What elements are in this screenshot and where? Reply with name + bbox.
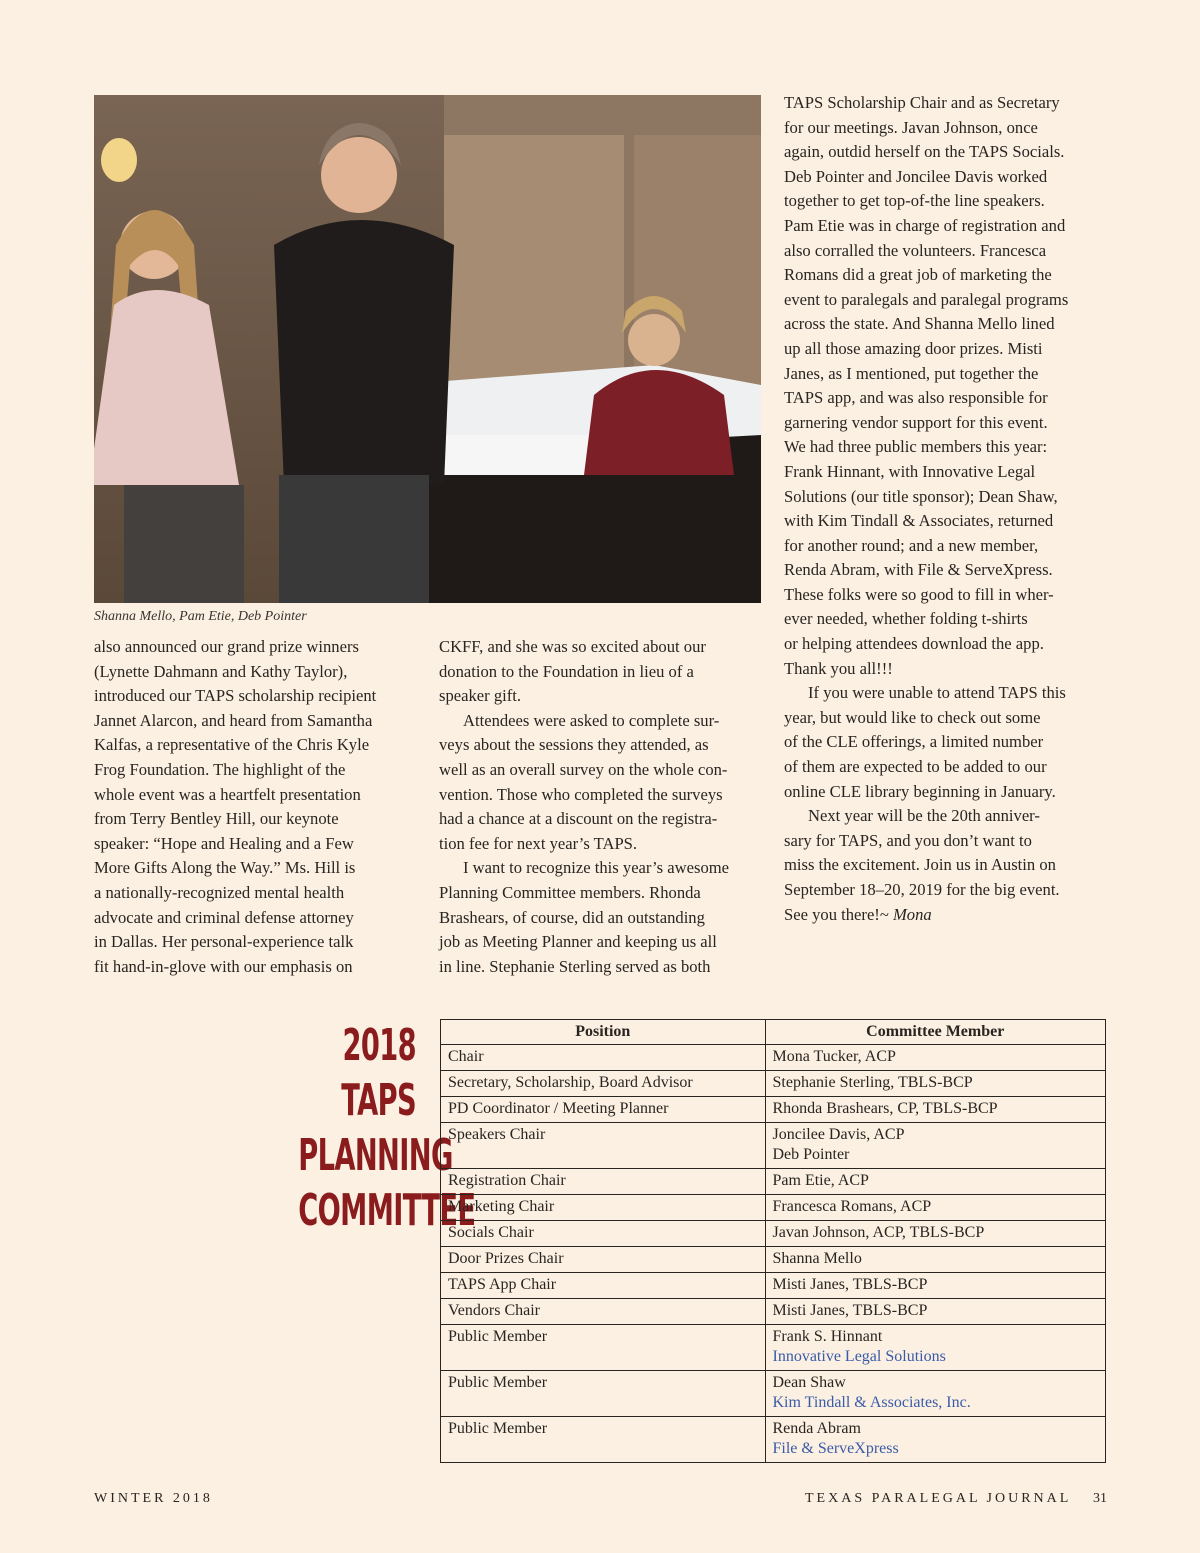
text-line: Thank you all!!! xyxy=(784,658,893,678)
table-header-row xyxy=(441,1020,1106,1045)
page-number: 31 xyxy=(1093,1491,1107,1506)
member-cell xyxy=(765,1417,1106,1463)
text-line: job as Meeting Planner and keeping us all xyxy=(439,932,717,952)
position-cell: Registration Chair xyxy=(441,1169,766,1195)
article-column-1 xyxy=(94,635,416,979)
text-line: from Terry Bentley Hill, our keynote xyxy=(94,809,339,829)
text-line: garnering vendor support for this event. xyxy=(784,412,1048,432)
member-cell xyxy=(765,1123,1106,1169)
text-line: for another round; and a new member, xyxy=(784,535,1039,555)
position-cell: Chair xyxy=(441,1045,766,1071)
text-line: ever needed, whether folding t-shirts xyxy=(784,609,1028,629)
text-line: CKFF, and she was so excited about our xyxy=(439,637,706,656)
committee-table xyxy=(440,1019,1106,1463)
text-line: Planning Committee members. Rhonda xyxy=(439,882,701,902)
text-line: Deb Pointer and Joncilee Davis worked xyxy=(784,166,1048,186)
table-row xyxy=(441,1221,1106,1247)
member-name: Frank S. Hinnant xyxy=(772,1328,883,1345)
paragraph xyxy=(94,635,416,979)
member-cell xyxy=(765,1247,1106,1273)
text-line: in line. Stephanie Sterling served as both xyxy=(439,956,711,976)
text-line: introduced our TAPS scholarship recipient xyxy=(94,686,377,706)
member-name: Stephanie Sterling, TBLS-BCP xyxy=(772,1074,973,1091)
member-name: Misti Janes, TBLS-BCP xyxy=(772,1276,928,1293)
position-cell: Secretary, Scholarship, Board Advisor xyxy=(441,1071,766,1097)
text-line: again, outdid herself on the TAPS Socials. xyxy=(784,142,1065,162)
member-cell xyxy=(765,1195,1106,1221)
text-line: a nationally-recognized mental health xyxy=(94,882,345,902)
text-line: also announced our grand prize winners xyxy=(94,637,359,656)
paragraph xyxy=(784,681,1106,804)
member-name: Renda Abram xyxy=(772,1420,861,1437)
text-line: speaker gift. xyxy=(439,686,522,706)
member-cell xyxy=(765,1299,1106,1325)
text-line: Kalfas, a representative of the Chris Kyle xyxy=(94,735,370,755)
paragraph xyxy=(784,91,1106,681)
paragraph xyxy=(439,856,761,979)
text-line: TAPS app, and was also responsible for xyxy=(784,388,1048,408)
text-line: vention. Those who completed the surveys xyxy=(439,784,723,804)
member-cell xyxy=(765,1045,1106,1071)
member-name: Dean Shaw xyxy=(772,1374,846,1391)
text-line: More Gifts Along the Way.” Ms. Hill is xyxy=(94,858,356,878)
text-line: veys about the sessions they attended, as xyxy=(439,735,709,755)
table-row xyxy=(441,1045,1106,1071)
text-line: Brashears, of course, did an outstanding xyxy=(439,907,705,927)
text-line: event to paralegals and paralegal programs xyxy=(784,289,1069,309)
member-name: Misti Janes, TBLS-BCP xyxy=(772,1302,928,1319)
text-line: Jannet Alarcon, and heard from Samantha xyxy=(94,710,373,730)
text-line: with Kim Tindall & Associates, returned xyxy=(784,511,1054,531)
position-cell: Door Prizes Chair xyxy=(441,1247,766,1273)
table-row xyxy=(441,1169,1106,1195)
text-line: Pam Etie was in charge of registration and xyxy=(784,215,1066,235)
article-column-3 xyxy=(784,91,1106,927)
member-cell xyxy=(765,1325,1106,1371)
text-line: Frank Hinnant, with Innovative Legal xyxy=(784,461,1036,481)
text-line: Frog Foundation. The highlight of the xyxy=(94,759,346,779)
text-line: TAPS Scholarship Chair and as Secretary xyxy=(784,93,1060,112)
member-cell xyxy=(765,1169,1106,1195)
table-row xyxy=(441,1097,1106,1123)
paragraph xyxy=(784,804,1106,927)
table-row xyxy=(441,1195,1106,1221)
text-line: fit hand-in-glove with our emphasis on xyxy=(94,956,353,976)
text-line: had a chance at a discount on the registra- xyxy=(439,809,718,829)
text-line: If you were unable to attend TAPS this xyxy=(808,683,1066,703)
member-name: Mona Tucker, ACP xyxy=(772,1048,896,1065)
text-line: I want to recognize this year’s awesome xyxy=(463,858,730,878)
signoff: Mona xyxy=(892,904,932,924)
footer-issue: WINTER 2018 xyxy=(94,1491,213,1506)
event-photo xyxy=(94,95,761,603)
text-line: for our meetings. Javan Johnson, once xyxy=(784,117,1038,137)
table-row xyxy=(441,1299,1106,1325)
member-name: Shanna Mello xyxy=(772,1250,862,1267)
text-line: well as an overall survey on the whole con- xyxy=(439,759,728,779)
column-header-member: Committee Member xyxy=(765,1020,1106,1045)
text-line: advocate and criminal defense attorney xyxy=(94,907,354,927)
text-line: whole event was a heartfelt presentation xyxy=(94,784,361,804)
member-organization-link[interactable]: Innovative Legal Solutions xyxy=(772,1348,946,1365)
text-line: (Lynette Dahmann and Kathy Taylor), xyxy=(94,661,348,681)
heading-line: 2018 xyxy=(342,1020,416,1071)
text-line: of the CLE offerings, a limited number xyxy=(784,732,1044,752)
text-line: speaker: “Hope and Healing and a Few xyxy=(94,833,354,853)
heading-line: COMMITTEE xyxy=(298,1185,476,1236)
position-cell: Marketing Chair xyxy=(441,1195,766,1221)
text-line: in Dallas. Her personal-experience talk xyxy=(94,932,354,952)
text-line: or helping attendees download the app. xyxy=(784,634,1044,654)
text-line: September 18–20, 2019 for the big event. xyxy=(784,880,1060,899)
heading-line: TAPS xyxy=(341,1075,416,1126)
paragraph xyxy=(439,635,761,709)
member-name: Rhonda Brashears, CP, TBLS-BCP xyxy=(772,1100,998,1117)
footer-publication: TEXAS PARALEGAL JOURNAL xyxy=(805,1491,1072,1506)
text-line: Janes, as I mentioned, put together the xyxy=(784,363,1039,383)
text-line: tion fee for next year’s TAPS. xyxy=(439,833,638,853)
text-line: online CLE library beginning in January. xyxy=(784,781,1056,801)
table-row xyxy=(441,1071,1106,1097)
member-name: Francesca Romans, ACP xyxy=(772,1198,932,1215)
position-cell: PD Coordinator / Meeting Planner xyxy=(441,1097,766,1123)
table-row xyxy=(441,1247,1106,1273)
text-line: Romans did a great job of marketing the xyxy=(784,265,1052,285)
text-line: We had three public members this year: xyxy=(784,437,1048,457)
position-cell: Public Member xyxy=(441,1325,766,1371)
text-line: donation to the Foundation in lieu of a xyxy=(439,661,694,681)
table-row xyxy=(441,1123,1106,1169)
position-cell: Public Member xyxy=(441,1417,766,1463)
table-row xyxy=(441,1325,1106,1371)
member-organization-link[interactable]: Kim Tindall & Associates, Inc. xyxy=(772,1394,971,1411)
paragraph xyxy=(439,709,761,857)
column-header-position: Position xyxy=(441,1020,766,1045)
table-body xyxy=(441,1045,1106,1463)
position-cell: Speakers Chair xyxy=(441,1123,766,1169)
member-name: Joncilee Davis, ACP xyxy=(772,1126,905,1143)
position-cell: TAPS App Chair xyxy=(441,1273,766,1299)
table-row xyxy=(441,1417,1106,1463)
member-cell xyxy=(765,1071,1106,1097)
member-name: Pam Etie, ACP xyxy=(772,1172,869,1189)
photo-icon xyxy=(94,95,761,603)
text-line: also corralled the volunteers. Francesca xyxy=(784,240,1047,260)
text-line: Renda Abram, with File & ServeXpress. xyxy=(784,560,1053,580)
text-line: These folks were so good to fill in wher- xyxy=(784,584,1054,604)
member-cell xyxy=(765,1221,1106,1247)
text-line: Attendees were asked to complete sur- xyxy=(463,710,720,730)
text-line: Next year will be the 20th anniver- xyxy=(808,806,1040,826)
photo-caption: Shanna Mello, Pam Etie, Deb Pointer xyxy=(94,609,307,624)
text-line: year, but would like to check out some xyxy=(784,707,1041,727)
table-row xyxy=(441,1371,1106,1417)
position-cell: Socials Chair xyxy=(441,1221,766,1247)
text-line xyxy=(784,903,1106,928)
closing-text: See you there!~ xyxy=(784,904,889,924)
text-line: of them are expected to be added to our xyxy=(784,757,1047,777)
member-cell xyxy=(765,1273,1106,1299)
text-line: Solutions (our title sponsor); Dean Shaw, xyxy=(784,486,1058,506)
heading-line: PLANNING xyxy=(298,1130,453,1181)
text-line: miss the excitement. Join us in Austin on xyxy=(784,855,1056,875)
text-line: together to get top-of-the line speakers. xyxy=(784,191,1045,211)
article-column-2 xyxy=(439,635,761,979)
position-cell: Public Member xyxy=(441,1371,766,1417)
member-cell xyxy=(765,1097,1106,1123)
member-organization-link[interactable]: File & ServeXpress xyxy=(772,1440,899,1457)
text-line: up all those amazing door prizes. Misti xyxy=(784,338,1043,358)
member-name: Javan Johnson, ACP, TBLS-BCP xyxy=(772,1224,985,1241)
table-row xyxy=(441,1273,1106,1299)
member-cell xyxy=(765,1371,1106,1417)
text-line: sary for TAPS, and you don’t want to xyxy=(784,830,1032,850)
position-cell: Vendors Chair xyxy=(441,1299,766,1325)
member-name: Deb Pointer xyxy=(772,1146,850,1163)
text-line: across the state. And Shanna Mello lined xyxy=(784,314,1055,334)
